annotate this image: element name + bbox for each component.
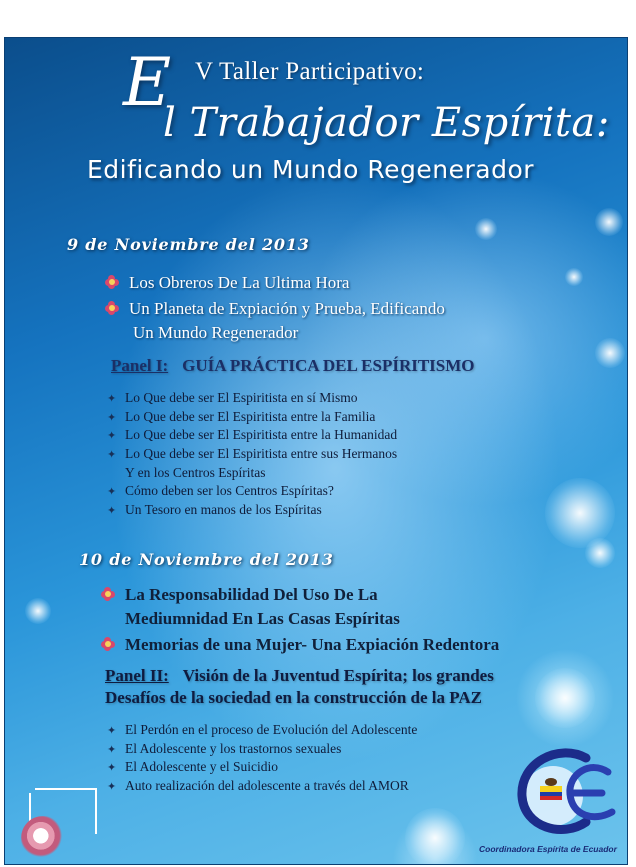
light-orb — [535, 668, 595, 728]
list-item: ✦ El Adolescente y el Suicidio — [107, 758, 417, 777]
light-orb — [25, 598, 51, 624]
list-item-continuation: Y en los Centros Espíritas — [125, 464, 266, 480]
panel-2-label: Panel II: — [105, 666, 169, 685]
list-item: ✦ Auto realización del adolescente a través del AMOR — [107, 777, 417, 796]
panel-1-label: Panel I: — [111, 356, 169, 375]
light-orb — [585, 538, 615, 568]
four-point-star-icon: ✦ — [107, 486, 117, 499]
four-point-star-icon: ✦ — [107, 762, 117, 775]
four-point-star-icon: ✦ — [107, 393, 117, 405]
flower-icon — [101, 637, 115, 651]
panel-1-heading — [111, 356, 475, 376]
page-subtitle: Edificando un Mundo Regenerador — [87, 155, 535, 184]
list-item: ✦ Lo Que debe ser El Espiritista entre sus Hermanos — [107, 445, 397, 464]
day2-date: 10 de Noviembre del 2013 — [79, 550, 334, 569]
talk-item: Memorias de una Mujer- Una Expiación Redentora — [101, 634, 499, 657]
edition-title: V Taller Participativo: — [195, 58, 425, 85]
list-item: ✦ El Adolescente y los trastornos sexuales — [107, 740, 417, 759]
flower-icon — [105, 275, 119, 289]
four-point-star-icon: ✦ — [107, 780, 117, 793]
title-initial: E — [123, 44, 172, 121]
list-item: ✦ Lo Que debe ser El Espiritista entre la Humanidad — [107, 426, 397, 445]
talk-item: Los Obreros De La Ultima Hora — [105, 272, 349, 295]
panel-1-title: GUÍA PRÁCTICA DEL ESPÍRITISMO — [182, 356, 475, 375]
light-orb — [595, 338, 625, 368]
day1-date: 9 de Noviembre del 2013 — [67, 235, 310, 254]
list-item: ✦ Cómo deben ser los Centros Espíritas? — [107, 482, 397, 501]
talk-item-continuation: Un Mundo Regenerador — [133, 323, 299, 342]
list-item: ✦ Lo Que debe ser El Espiritista en sí Mismo — [107, 389, 397, 408]
ce-logo-icon — [508, 738, 623, 848]
flower-icon — [101, 587, 115, 601]
light-orb — [565, 268, 583, 286]
panel-2-topics — [107, 721, 417, 796]
list-item: ✦ Lo Que debe ser El Espiritista entre la Familia — [107, 408, 397, 427]
panel-2-title-continuation: Desafíos de la sociedad en la construcción de la PAZ — [105, 688, 482, 707]
talk-item: La Responsabilidad Del Uso De La — [101, 584, 378, 607]
logo-caption: Coordinadora Espírita de Ecuador — [479, 844, 617, 854]
panel-2-heading — [105, 666, 494, 686]
talk-item: Un Planeta de Expiación y Prueba, Edificando — [105, 298, 445, 321]
list-item: ✦ Un Tesoro en manos de los Espíritas — [107, 501, 397, 520]
page-title: l Trabajador Espírita: — [163, 100, 610, 146]
four-point-star-icon: ✦ — [107, 725, 117, 737]
four-point-star-icon: ✦ — [107, 504, 117, 517]
four-point-star-icon: ✦ — [107, 743, 117, 756]
four-point-star-icon: ✦ — [107, 411, 117, 424]
list-item: ✦ El Perdón en el proceso de Evolución del Adolescente — [107, 721, 417, 740]
four-point-star-icon: ✦ — [107, 448, 117, 461]
light-orb — [545, 478, 615, 548]
four-point-star-icon: ✦ — [107, 430, 117, 443]
rose-icon — [21, 816, 65, 860]
flower-icon — [105, 301, 119, 315]
event-poster — [4, 37, 628, 865]
talk-item-continuation: Mediumnidad En Las Casas Espíritas — [125, 609, 400, 628]
light-orb — [405, 808, 465, 865]
panel-2-title: Visión de la Juventud Espírita; los grandes — [182, 666, 494, 685]
light-orb — [475, 218, 497, 240]
light-orb — [595, 208, 623, 236]
panel-1-topics — [107, 389, 397, 519]
